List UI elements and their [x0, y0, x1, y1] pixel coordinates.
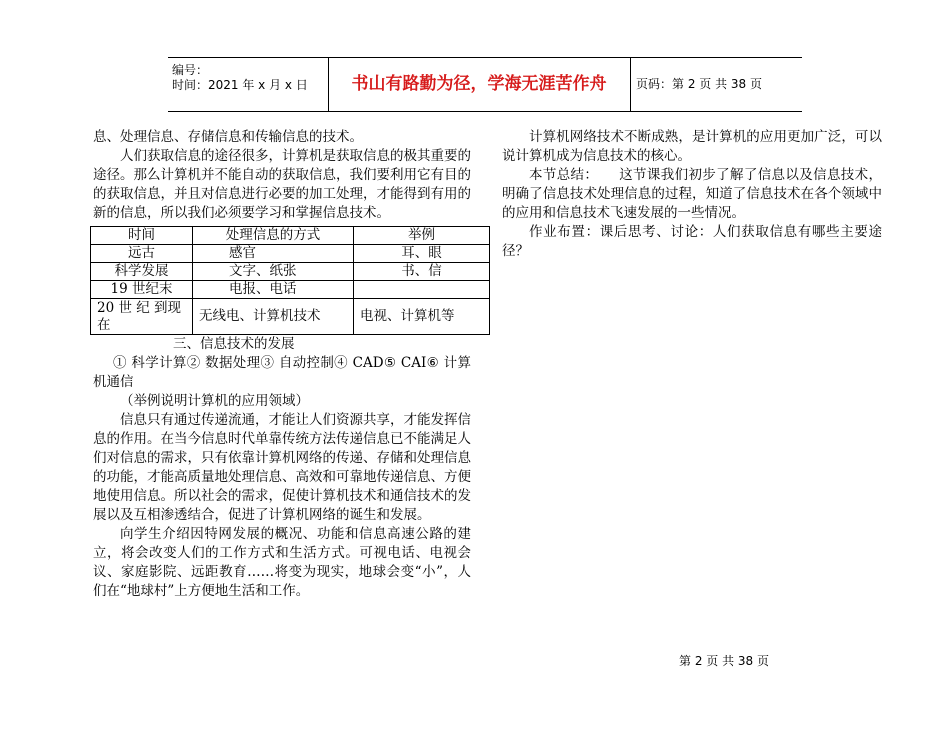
table-cell: 感官 [193, 245, 354, 263]
paragraph: 信息只有通过传递流通，才能让人们资源共享，才能发挥信息的作用。在当今信息时代单靠传统方法传递信息已不能满足人们对信息的需求，只有依靠计算机网络的传递、存储和处理信息的功能，才能高质量地处理信息、高效和可靠地传递信息、方便地使用信息。所以社会的需求，促使计算机技术和通信技术的发展以及互相渗透结合，促进了计算机网络的诞生和发展。 [93, 412, 471, 523]
table-cell [354, 281, 490, 299]
time-label: 时间：2021 年 x 月 x 日 [172, 78, 308, 92]
paragraph: 向学生介绍因特网发展的概况、功能和信息高速公路的建立，将会改变人们的工作方式和生活方式。可视电话、电视会议、家庭影院、远距教育……将变为现实，地球会变“小”，人们在“地球村”上方便地生活和工作。 [93, 526, 471, 599]
table-row [91, 299, 490, 335]
table-row [91, 245, 490, 263]
table-cell: 20 世 纪 到现在 [91, 299, 193, 335]
table-row [91, 281, 490, 299]
table-cell: 书、信 [354, 263, 490, 281]
table-cell: 文字、纸张 [193, 263, 354, 281]
table-cell: 远古 [91, 245, 193, 263]
header-page-info: 页码：第 2 页 共 38 页 [636, 77, 762, 91]
info-processing-table [90, 226, 490, 335]
table-cell: 电视、计算机等 [354, 299, 490, 335]
column-header: 举例 [354, 227, 490, 245]
table-cell: 无线电、计算机技术 [193, 299, 354, 335]
table-row [91, 263, 490, 281]
header-meta [168, 58, 328, 111]
paragraph: 息、处理信息、存储信息和传输信息的技术。 [93, 129, 363, 145]
page-header [168, 57, 802, 112]
id-label: 编号： [172, 63, 209, 77]
header-divider [630, 58, 631, 111]
paragraph: 计算机网络技术不断成熟，是计算机的应用更加广泛，可以说计算机成为信息技术的核心。 [502, 129, 882, 164]
table-cell: 电报、电话 [193, 281, 354, 299]
table-header-row [91, 227, 490, 245]
paragraph: 人们获取信息的途径很多，计算机是获取信息的极其重要的途径。那么计算机并不能自动的获取信息，我们要利用它有目的的获取信息，并且对信息进行必要的加工处理，才能得到有用的新的信息，所以我们必须要学习和掌握信息技术。 [93, 148, 471, 221]
summary: 本节总结： 这节课我们初步了解了信息以及信息技术，明确了信息技术处理信息的过程，知道了信息技术在各个领域中的应用和信息技术飞速发展的一些情况。 [502, 167, 882, 221]
computer-applications: ① 科学计算② 数据处理③ 自动控制④ CAD⑤ CAI⑥ 计算机通信 [93, 355, 471, 390]
left-column [93, 128, 471, 601]
table-cell: 科学发展 [91, 263, 193, 281]
column-header: 时间 [91, 227, 193, 245]
table-cell: 耳、眼 [354, 245, 490, 263]
table-cell: 19 世纪末 [91, 281, 193, 299]
right-column [502, 128, 882, 261]
note: （举例说明计算机的应用领域） [120, 393, 309, 409]
header-motto: 书山有路勤为径，学海无涯苦作舟 [351, 74, 607, 94]
column-header: 处理信息的方式 [193, 227, 354, 245]
homework: 作业布置：课后思考、讨论：人们获取信息有哪些主要途径？ [502, 224, 882, 259]
section-title: 三、信息技术的发展 [173, 336, 295, 352]
page-footer: 第 2 页 共 38 页 [679, 654, 769, 668]
